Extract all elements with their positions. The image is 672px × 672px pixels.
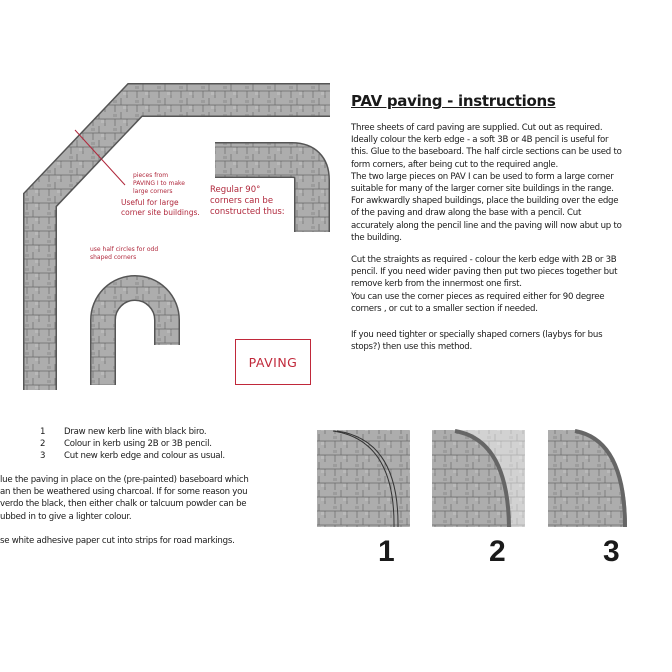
step-number: 3 xyxy=(40,451,46,461)
text-line: Useful for large xyxy=(121,198,179,207)
method-figure-3 xyxy=(548,430,627,527)
figure-number-2: 2 xyxy=(489,535,506,568)
text-line: lue the paving in place on the (pre-painted) baseboard which xyxy=(0,475,249,485)
step-item xyxy=(40,426,225,438)
text-line: If you need tighter or specially shaped corners (laybys for bus xyxy=(351,330,603,340)
step-item xyxy=(40,450,225,462)
instructions-paragraph-3 xyxy=(351,329,671,353)
text-line: use half circles for odd xyxy=(90,246,159,253)
text-line: PAVING I to make xyxy=(133,180,185,187)
text-line: pencil. If you need wider paving then put two pieces together but xyxy=(351,267,618,278)
text-line: Three sheets of card paving are supplied. Cut out as required. xyxy=(351,123,603,133)
text-line: The two large pieces on PAV I can be used to form a large corner xyxy=(351,171,614,182)
text-line: verdo the black, then either chalk or talcuum powder can be xyxy=(0,499,247,510)
figure-number-3: 3 xyxy=(603,535,620,568)
step-number: 2 xyxy=(40,439,46,449)
step-number: 1 xyxy=(40,427,46,437)
annotation-useful xyxy=(121,198,200,218)
method-figure-1 xyxy=(317,430,410,527)
lower-paragraph-1 xyxy=(0,474,249,523)
text-line: accurately along the pencil line and the paving will now abut up to xyxy=(351,220,622,231)
text-line: the building. xyxy=(351,232,402,243)
page-title: PAV paving - instructions xyxy=(351,92,556,110)
step-item xyxy=(40,438,225,450)
annotation-half-circles xyxy=(90,246,158,262)
text-line: ubbed in to give a lighter colour. xyxy=(0,511,132,522)
step-text: Cut new kerb edge and colour as usual. xyxy=(64,451,225,461)
text-line: constructed thus: xyxy=(210,207,285,217)
text-line: Cut the straights as required - colour the kerb edge with 2B or 3B xyxy=(351,255,617,265)
instructions-paragraph-2 xyxy=(351,254,671,315)
text-line: corners , or cut to a smaller section if needed. xyxy=(351,303,538,314)
paving-label: PAVING xyxy=(235,339,311,385)
step-text: Draw new kerb line with black biro. xyxy=(64,427,207,437)
text-line: Ideally colour the kerb edge - a soft 3B or 4B pencil is useful for xyxy=(351,135,609,146)
text-line: form corners, after being cut to the required angle. xyxy=(351,159,558,170)
annotation-regular-corners xyxy=(210,185,285,218)
text-line: You can use the corner pieces as required either for 90 degree xyxy=(351,291,605,302)
text-line: corner site buildings. xyxy=(121,208,200,217)
figure-number-1: 1 xyxy=(378,535,395,568)
text-line: For awkwardly shaped buildings, place the building over the edge xyxy=(351,196,619,207)
lower-paragraph-2 xyxy=(0,535,235,547)
text-line: this. Glue to the baseboard. The half circle sections can be used to xyxy=(351,147,622,158)
method-figure-2 xyxy=(432,430,525,527)
text-line: suitable for many of the larger corner site buildings in the range. xyxy=(351,184,614,195)
annotation-pieces xyxy=(133,172,185,196)
text-line: of the paving and draw along the base with a pencil. Cut xyxy=(351,208,582,219)
text-line: stops?) then use this method. xyxy=(351,342,472,353)
text-line: se white adhesive paper cut into strips for road markings. xyxy=(0,536,235,546)
text-line: pieces from xyxy=(133,172,169,179)
text-line: an then be weathered using charcoal. If for some reason you xyxy=(0,487,248,498)
text-line: Regular 90° xyxy=(210,185,261,195)
text-line: large corners xyxy=(133,188,173,195)
text-line: remove kerb from the innermost one first. xyxy=(351,279,522,290)
text-line: corners can be xyxy=(210,196,274,206)
instructions-paragraph-1 xyxy=(351,122,671,244)
text-line: shaped corners xyxy=(90,254,137,261)
step-text: Colour in kerb using 2B or 3B pencil. xyxy=(64,439,212,449)
steps-list xyxy=(40,426,225,462)
